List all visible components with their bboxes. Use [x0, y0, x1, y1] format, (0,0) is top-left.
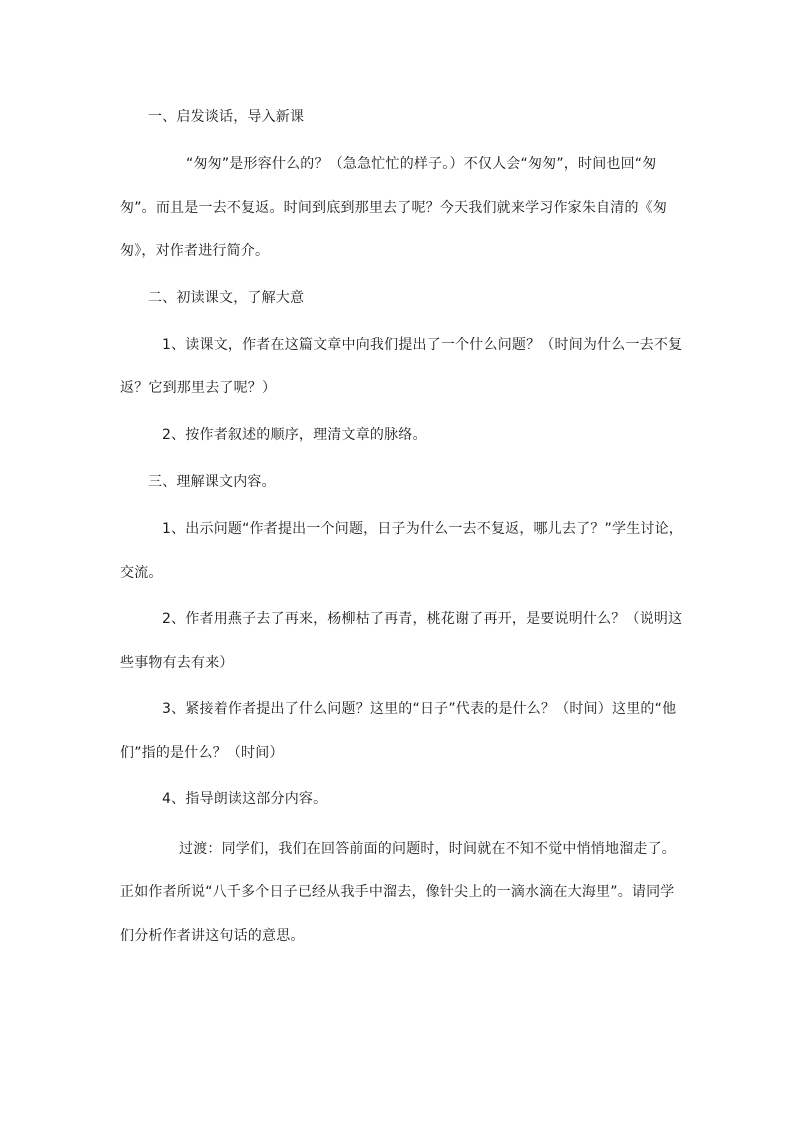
paragraph-line: 正如作者所说“八千多个日子已经从我手中溜去，像针尖上的一滴水滴在大海里”。请同学: [120, 884, 675, 900]
paragraph-line: 匆》，对作者进行简介。: [120, 243, 270, 259]
paragraph-line: 交流。: [120, 565, 163, 581]
paragraph-line: 2、作者用燕子去了再来，杨柳枯了再青，桃花谢了再开，是要说明什么？（说明这: [162, 611, 683, 627]
paragraph-line: “匆匆”是形容什么的？（急急忙忙的样子。）不仅人会“匆匆”，时间也回“匆: [186, 156, 657, 172]
paragraph-line: 返？它到那里去了呢？）: [120, 380, 277, 396]
paragraph-line: 1、出示问题“作者提出一个问题，日子为什么一去不复返，哪儿去了？”学生讨论，: [162, 521, 684, 537]
paragraph-line: 1、读课文，作者在这篇文章中向我们提出了一个什么问题？（时间为什么一去不复: [162, 337, 683, 353]
section-heading-1: 一、启发谈话，导入新课: [148, 109, 305, 125]
paragraph-line: 2、按作者叙述的顺序，理清文章的脉络。: [162, 427, 427, 443]
paragraph-line: 匆”。而且是一去不复返。时间到底到那里去了呢？今天我们就来学习作家朱自清的《匆: [120, 200, 668, 216]
paragraph-line: 们”指的是什么？（时间）: [120, 745, 284, 761]
paragraph-line: 过渡：同学们，我们在回答前面的问题时，时间就在不知不觉中悄悄地溜走了。: [179, 841, 676, 857]
section-heading-3: 三、理解课文内容。: [148, 474, 276, 490]
paragraph-line: 4、指导朗读这部分内容。: [162, 791, 328, 807]
section-heading-2: 二、初读课文，了解大意: [148, 290, 305, 306]
paragraph-line: 们分析作者讲这句话的意思。: [120, 928, 305, 944]
paragraph-line: 3、紧接着作者提出了什么问题？这里的“日子”代表的是什么？（时间）这里的“他: [162, 701, 677, 717]
paragraph-line: 些事物有去有来）: [120, 655, 234, 671]
